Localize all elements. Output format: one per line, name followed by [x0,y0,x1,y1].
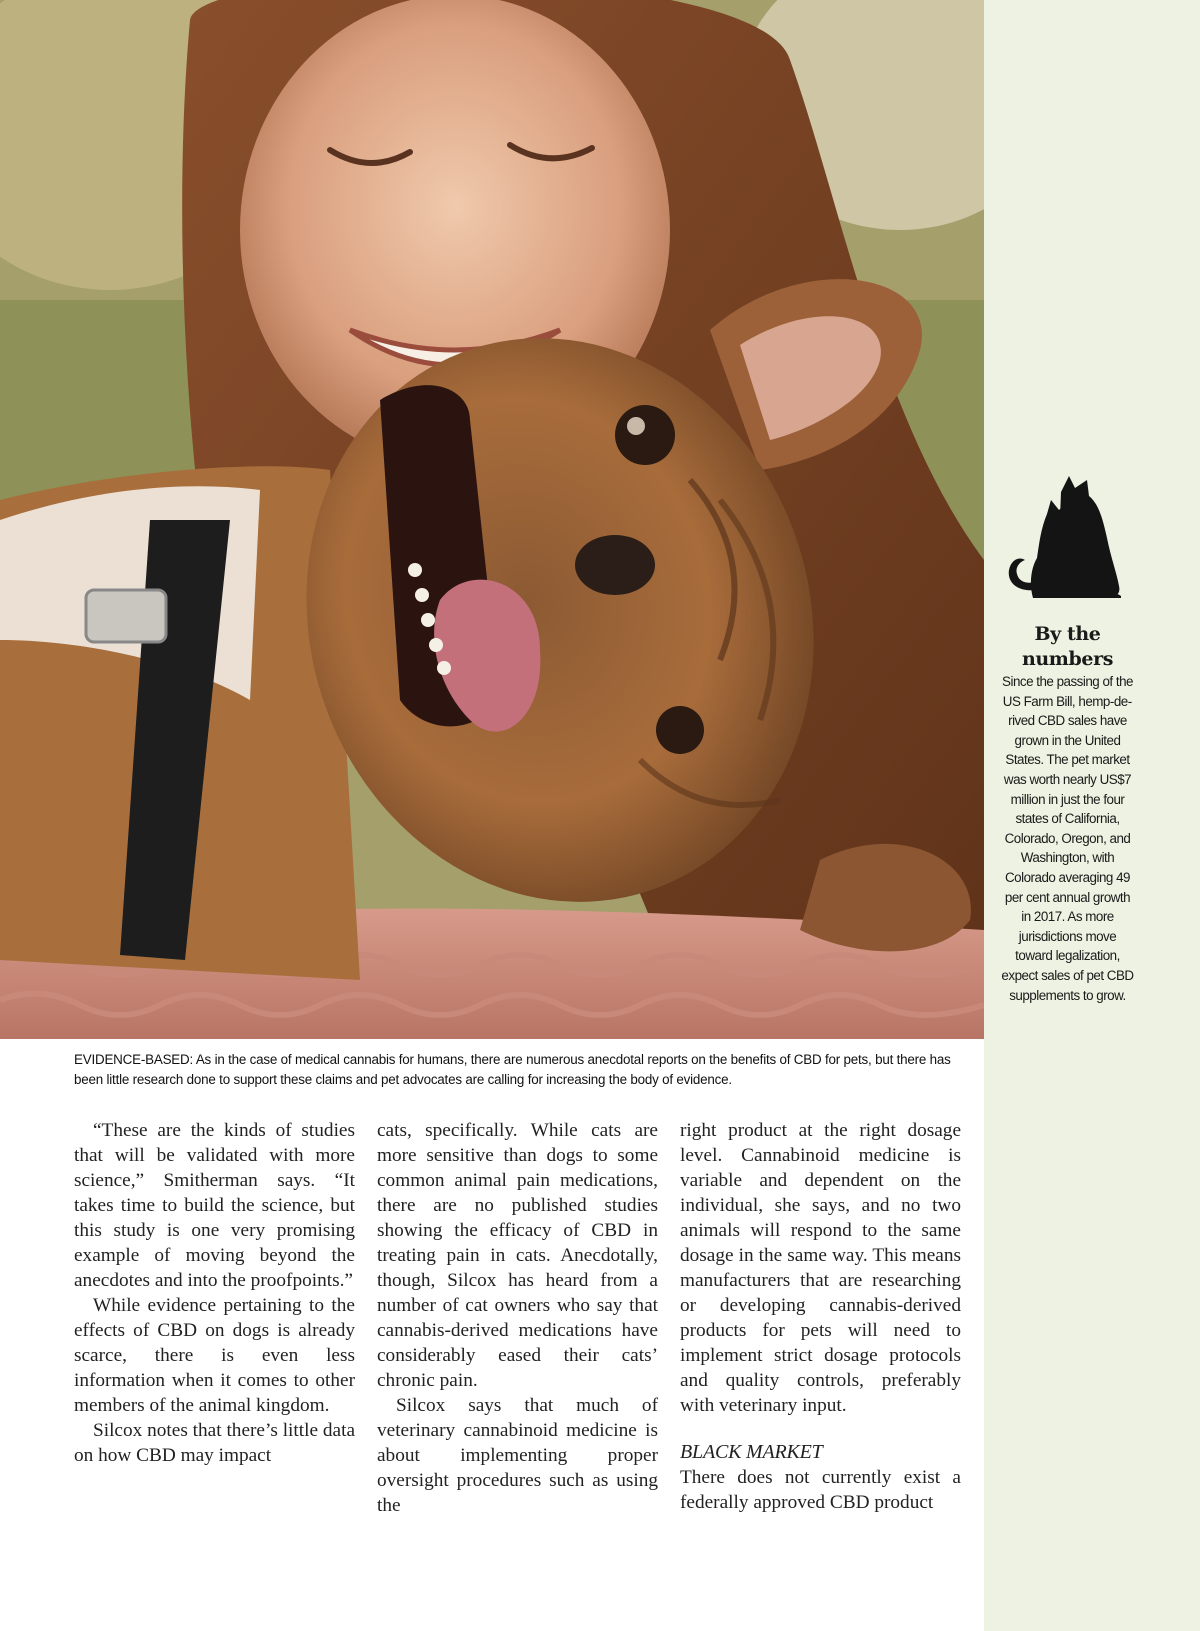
article-paragraph: Silcox says that much of veterinary cannabinoid medicine is about implementing proper oversight procedures such as using the [377,1395,658,1516]
section-subhead: BLACK MARKET [680,1441,823,1463]
article-column-1 [74,1118,355,1468]
caption-lead: EVIDENCE-BASED: [74,1052,194,1067]
photo-caption [74,1050,964,1090]
sidebar-title: By the numbers [1021,623,1113,670]
article-column-3 [680,1118,961,1515]
article-paragraph: right product at the right dosage level. Cannabinoid medicine is variable and dependent on the individual, she says, and no two animals will respond to the same dosage in the same way. This means manufacturers that are researching or developing cannabis-derived products for pets will need to implement strict dosage protocols and quality controls, preferably with veterinary input. [680,1120,961,1416]
article-paragraph: Silcox notes that there’s little data on how CBD may impact [74,1420,355,1466]
article-paragraph: “These are the kinds of studies that will be validated with more science,” Smitherman says. “It takes time to build the science, but this study is one very promising example of moving beyond the anecdotes and into the proofpoints.” [74,1120,355,1291]
caption-text: As in the case of medical cannabis for humans, there are numerous anecdotal reports on the benefits of CBD for pets, but there has been little research done to support these claims and pet advocates are calling for increasing the body of evidence. [74,1052,951,1087]
article-column-2 [377,1118,658,1518]
article-paragraph: There does not currently exist a federally approved CBD product [680,1467,961,1513]
cat-and-dog-silhouette-icon [1003,474,1125,600]
article-paragraph: While evidence pertaining to the effects of CBD on dogs is already scarce, there is even less information when it comes to other members of the animal kingdom. [74,1295,355,1416]
sidebar-body-text: Since the passing of the US Farm Bill, hemp-derived CBD sales have grown in the United States. The pet market was worth nearly US$7 million in just the four states of California, Colorado, Oregon, and Washington, with Colorado averaging 49 per cent annual growth in 2017. As more jurisdictions move toward legalization, expect sales of pet CBD supplements to grow. [1001,674,1134,1003]
article-paragraph: cats, specifically. While cats are more sensitive than dogs to some common animal pain medications, there are no published studies showing the efficacy of CBD in treating pain in cats. Anecdotally, though, Silcox has heard from a number of cat owners who say that cannabis-derived medications have considerably eased their cats’ chronic pain. [377,1120,658,1391]
